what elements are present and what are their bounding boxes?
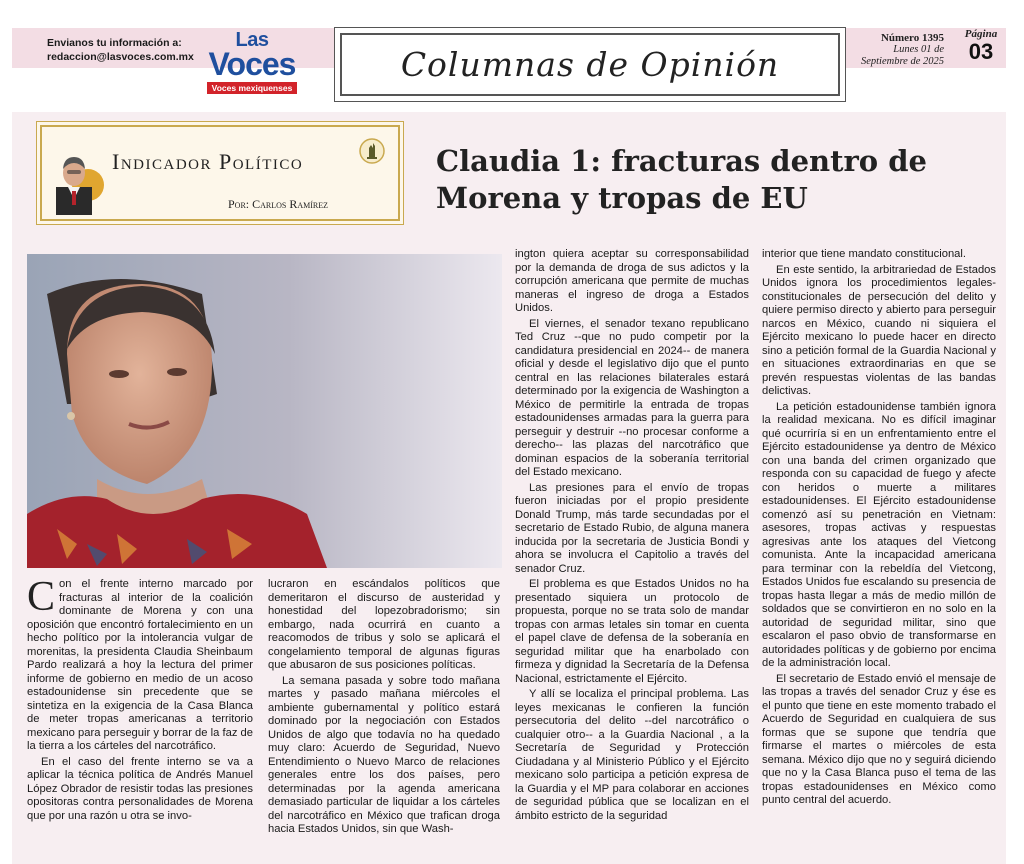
- contact-info: [47, 36, 194, 64]
- page-number: 03: [968, 39, 994, 64]
- article-headline: Claudia 1: fracturas dentro de Morena y tropas de EU: [436, 144, 927, 215]
- paragraph: En este sentido, la arbitrariedad de Estados Unidos ignora los procedimientos legales-constitucionales de persecución del delito y quiere permiso directo y abierto para perseguir narcos en México, cuando ni siquiera el Ejército mexicano lo puede hacer en directo sino a petición formal de la Guardia Nacional y en situaciones extraordinarias en que se prevén respuestas violentas de las bandas delictivas.: [762, 263, 996, 397]
- article-column-3: [515, 248, 749, 825]
- section-title: Columnas de Opinión: [400, 45, 780, 84]
- logo-top: Las: [235, 29, 269, 51]
- portrait-photo: [27, 254, 502, 568]
- article-column-4: [762, 248, 996, 810]
- contact-email[interactable]: redaccion@lasvoces.com.mx: [47, 51, 194, 63]
- section-title-box: [334, 27, 846, 102]
- paragraph: ington quiera aceptar su corresponsabilidad por la demanda de droga de sus adictos y la corrupción americana que permite de muchas maneras el ingreso de droga a Estados Unidos.: [515, 248, 749, 314]
- paragraph: [27, 574, 253, 754]
- logo-main: Voces: [208, 46, 296, 82]
- issue-date-line1: Lunes 01 de: [893, 44, 944, 55]
- issue-date-line2: Septiembre de 2025: [860, 56, 944, 67]
- paragraph-text: on el frente interno marcado por fracturas al interior de la coalición dominante de Morena y con una oposición que encontró fortalecimiento en un hecho político por la intolerancia vulgar de morenitas, la presidenta Claudia Sheinbaum Pardo realizará a hoy la lectura del primer informe de gobierno en medio de un acoso estadounidense sin precedente que se sintetiza en la exigencia de la Casa Blanca de meter tropas americanas a territorio mexicano para perseguir y borrar de la faz de la tierra a los cárteles del narcotráfico.: [27, 578, 253, 752]
- paragraph: El problema es que Estados Unidos no ha presentado siquiera un protocolo de propuesta, porque no se trata solo de mandar tropas con armas letales sin tomar en cuenta el papel clave de defensa de la soberanía en seguridad militar que ha enarbolado con firmeza y dignidad la Secretaría de la Defensa Nacional, estrictamente el Ejército.: [515, 578, 749, 685]
- paragraph: La semana pasada y sobre todo mañana martes y pasado mañana miércoles el ambiente gubernamental y político estará dominado por la negociación con Estados Unidos de algo que todavía no ha quedado muy claro: Acuerdo de Seguridad, Nuevo Entendimiento o Nuevo Marco de relaciones generales entre los dos países, pero determinadas por la agenda americana demasiado particular de liquidar a los cárteles del narcotráfico en México que trafican droga hacia Estados Unidos, sin que Wash-: [268, 674, 500, 835]
- site-logo[interactable]: [198, 30, 306, 92]
- issue-info: [852, 32, 944, 68]
- paragraph: Y allí se localiza el principal problema. Las leyes mexicanas le confieren la función persecutoria del delito --del narcotráfico o cualquier otro-- a la Guardia Nacional , a la Secretaría de Seguridad y Protección Ciudadana y al Ministerio Público y el Ejército mexicano solo participa a petición expresa de la Guardia y el MP para colaborar en acciones de seguridad pública que se localizan en el ámbito estricto de la seguridad: [515, 688, 749, 822]
- author-portrait: [50, 143, 104, 215]
- page-indicator: [956, 28, 1006, 64]
- column-badge: [40, 125, 400, 221]
- paragraph: Las presiones para el envío de tropas fueron iniciadas por el propio presidente Donald Trump, más tarde secundadas por el secretario de Estado Rubio, de alguna manera inducida por la secretaria de Justicia Bondi y ahora se involucra el Capitolio a través del senador Cruz.: [515, 481, 749, 575]
- section-title-frame: [340, 33, 840, 96]
- drop-cap: C: [27, 574, 56, 620]
- column-author: Por: Carlos Ramírez: [228, 197, 329, 211]
- logo-tagline: Voces mexiquenses: [207, 82, 298, 94]
- emblem-icon: [358, 137, 386, 165]
- paragraph: La petición estadounidense también ignora la realidad mexicana. No es difícil imaginar qué ocurriría si en un enfrentamiento entre el Ejército estadounidense ya dentro de México con una banda del crimen organizado que responda con su capacidad de fuego y afecte con heridos o muerte a militares estadounidenses. El Ejército estadounidense comenzó así su penetración en Vietnam: asesores, tropas activas y respuestas agresivas ante los ataques del Vietcong comunista. Ante la incapacidad americana para terminar con la rebeldía del Vietcong, Estados Unidos fue escalando su presencia de tropas hasta llegar a más de medio millón de soldados que se convirtieron en no solo en la autoridad de seguridad militar, sino que escalaron el paso obvio de transformarse en autoridades políticas y de gobierno por encima de la administración local.: [762, 400, 996, 669]
- contact-line: Envianos tu información a:: [47, 37, 182, 49]
- page-label: Página: [964, 28, 998, 40]
- paragraph: lucraron en escándalos políticos que demeritaron el discurso de austeridad y honestidad del lopezobradorismo; sin embargo, nada ocurrirá en cuanto a reacomodos de tribus y solo se aplicará el congelamiento temporal de algunas figuras que abusaron de sus posiciones políticas.: [268, 578, 500, 671]
- paragraph: interior que tiene mandato constitucional.: [762, 248, 966, 260]
- article-column-2: [268, 578, 500, 839]
- paragraph: El viernes, el senador texano republicano Ted Cruz --que no pudo competir por la candidatura presidencial en 2024-- de manera oficial y desde el legislativo dijo que el punto central en las relaciones bilaterales estará determinado por la exigencia de Washington a México de permitirle la entrada de tropas estadounidenses armadas para la guerra para perseguir y destruir --no procesar conforme a derecho-- las plazas del narcotráfico que dominan espacios de la soberanía territorial del Estado mexicano.: [515, 317, 749, 478]
- paragraph: El secretario de Estado envió el mensaje de las tropas a través del senador Cruz y ése es el punto que tiene en este momento trabado el Acuerdo de Seguridad en cualquiera de sus formas que se supone que tendría que firmarse el martes o miércoles de esta semana. México dijo que no y seguirá diciendo que no y la Casa Blanca puso el tema de las tropas estadounidenses en México como punto central del acuerdo.: [762, 672, 996, 806]
- paragraph: En el caso del frente interno se va a aplicar la técnica política de Andrés Manuel López Obrador de resistir todas las presiones opositoras contra personalidades de Morena que por una razón u otra se invo-: [27, 755, 253, 822]
- article-column-1: [27, 574, 253, 825]
- issue-number: Número 1395: [880, 32, 944, 44]
- column-name: Indicador Político: [112, 149, 304, 174]
